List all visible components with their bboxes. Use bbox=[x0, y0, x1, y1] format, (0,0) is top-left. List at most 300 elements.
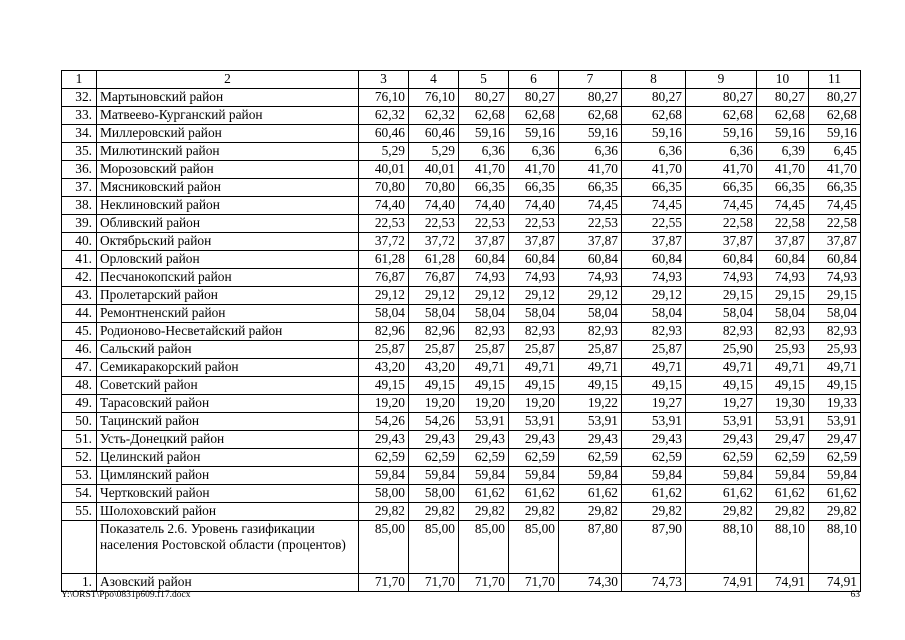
value-cell: 74,93 bbox=[809, 269, 861, 287]
table-row bbox=[62, 574, 861, 592]
district-name: Песчанокопский район bbox=[97, 269, 359, 287]
value-cell: 80,27 bbox=[622, 89, 686, 107]
value-cell: 70,80 bbox=[359, 179, 409, 197]
page-number: 63 bbox=[850, 590, 860, 600]
value-cell: 74,93 bbox=[559, 269, 622, 287]
table-row bbox=[62, 431, 861, 449]
value-cell: 6,36 bbox=[622, 143, 686, 161]
value-cell: 58,04 bbox=[757, 305, 809, 323]
value-cell: 88,10 bbox=[686, 521, 757, 574]
value-cell: 29,82 bbox=[809, 503, 861, 521]
value-cell: 82,93 bbox=[622, 323, 686, 341]
district-name: Чертковский район bbox=[97, 485, 359, 503]
district-name: Матвеево-Курганский район bbox=[97, 107, 359, 125]
value-cell: 29,12 bbox=[459, 287, 509, 305]
value-cell: 29,12 bbox=[359, 287, 409, 305]
value-cell: 58,04 bbox=[809, 305, 861, 323]
value-cell: 60,84 bbox=[686, 251, 757, 269]
table-row bbox=[62, 395, 861, 413]
value-cell: 49,71 bbox=[809, 359, 861, 377]
value-cell: 61,28 bbox=[359, 251, 409, 269]
value-cell: 61,62 bbox=[622, 485, 686, 503]
value-cell: 49,15 bbox=[559, 377, 622, 395]
row-number: 55. bbox=[62, 503, 97, 521]
value-cell: 82,96 bbox=[359, 323, 409, 341]
value-cell: 59,16 bbox=[509, 125, 559, 143]
value-cell: 74,40 bbox=[409, 197, 459, 215]
value-cell: 71,70 bbox=[409, 574, 459, 592]
value-cell: 58,04 bbox=[559, 305, 622, 323]
row-number: 40. bbox=[62, 233, 97, 251]
value-cell: 37,87 bbox=[559, 233, 622, 251]
row-number: 41. bbox=[62, 251, 97, 269]
table-row bbox=[62, 143, 861, 161]
row-number: 49. bbox=[62, 395, 97, 413]
value-cell: 29,15 bbox=[757, 287, 809, 305]
header-cell: 8 bbox=[622, 71, 686, 89]
value-cell: 61,62 bbox=[757, 485, 809, 503]
table-row bbox=[62, 251, 861, 269]
value-cell: 29,82 bbox=[559, 503, 622, 521]
value-cell: 22,55 bbox=[622, 215, 686, 233]
value-cell: 59,16 bbox=[757, 125, 809, 143]
value-cell: 22,53 bbox=[359, 215, 409, 233]
value-cell: 60,84 bbox=[757, 251, 809, 269]
value-cell: 74,73 bbox=[622, 574, 686, 592]
value-cell: 6,39 bbox=[757, 143, 809, 161]
header-cell: 4 bbox=[409, 71, 459, 89]
table-row bbox=[62, 305, 861, 323]
value-cell: 49,15 bbox=[622, 377, 686, 395]
header-cell: 9 bbox=[686, 71, 757, 89]
value-cell: 80,27 bbox=[559, 89, 622, 107]
value-cell: 22,53 bbox=[509, 215, 559, 233]
value-cell: 66,35 bbox=[809, 179, 861, 197]
value-cell: 62,59 bbox=[757, 449, 809, 467]
value-cell: 49,71 bbox=[686, 359, 757, 377]
value-cell: 62,59 bbox=[559, 449, 622, 467]
value-cell: 62,59 bbox=[622, 449, 686, 467]
value-cell: 66,35 bbox=[559, 179, 622, 197]
value-cell: 58,04 bbox=[509, 305, 559, 323]
value-cell: 71,70 bbox=[459, 574, 509, 592]
value-cell: 29,43 bbox=[459, 431, 509, 449]
value-cell: 59,16 bbox=[809, 125, 861, 143]
value-cell: 29,15 bbox=[686, 287, 757, 305]
row-number: 44. bbox=[62, 305, 97, 323]
row-number: 43. bbox=[62, 287, 97, 305]
value-cell: 82,93 bbox=[686, 323, 757, 341]
value-cell: 41,70 bbox=[459, 161, 509, 179]
district-name: Усть-Донецкий район bbox=[97, 431, 359, 449]
value-cell: 25,87 bbox=[559, 341, 622, 359]
table-row bbox=[62, 287, 861, 305]
value-cell: 22,58 bbox=[809, 215, 861, 233]
value-cell: 58,04 bbox=[686, 305, 757, 323]
value-cell: 37,87 bbox=[622, 233, 686, 251]
row-number: 32. bbox=[62, 89, 97, 107]
value-cell: 82,93 bbox=[809, 323, 861, 341]
row-number: 47. bbox=[62, 359, 97, 377]
value-cell: 5,29 bbox=[409, 143, 459, 161]
value-cell: 29,82 bbox=[757, 503, 809, 521]
value-cell: 49,15 bbox=[686, 377, 757, 395]
value-cell: 59,16 bbox=[459, 125, 509, 143]
table-row bbox=[62, 89, 861, 107]
value-cell: 25,87 bbox=[459, 341, 509, 359]
row-number: 34. bbox=[62, 125, 97, 143]
table-row bbox=[62, 503, 861, 521]
value-cell: 53,91 bbox=[686, 413, 757, 431]
value-cell: 25,87 bbox=[359, 341, 409, 359]
data-table bbox=[61, 70, 861, 592]
value-cell: 29,82 bbox=[622, 503, 686, 521]
value-cell: 29,47 bbox=[757, 431, 809, 449]
value-cell: 25,87 bbox=[409, 341, 459, 359]
value-cell: 58,04 bbox=[622, 305, 686, 323]
value-cell: 59,84 bbox=[757, 467, 809, 485]
value-cell: 29,82 bbox=[409, 503, 459, 521]
value-cell: 62,68 bbox=[622, 107, 686, 125]
district-name: Тацинский район bbox=[97, 413, 359, 431]
value-cell: 37,87 bbox=[809, 233, 861, 251]
district-name: Семикаракорский район bbox=[97, 359, 359, 377]
value-cell: 29,43 bbox=[509, 431, 559, 449]
value-cell: 29,43 bbox=[359, 431, 409, 449]
value-cell: 82,96 bbox=[409, 323, 459, 341]
value-cell: 70,80 bbox=[409, 179, 459, 197]
row-number: 33. bbox=[62, 107, 97, 125]
value-cell: 53,91 bbox=[509, 413, 559, 431]
district-name: Тарасовский район bbox=[97, 395, 359, 413]
value-cell: 71,70 bbox=[359, 574, 409, 592]
value-cell: 80,27 bbox=[459, 89, 509, 107]
header-cell: 10 bbox=[757, 71, 809, 89]
district-name: Шолоховский район bbox=[97, 503, 359, 521]
value-cell: 19,20 bbox=[509, 395, 559, 413]
value-cell: 22,58 bbox=[686, 215, 757, 233]
value-cell: 85,00 bbox=[359, 521, 409, 574]
district-name: Советский район bbox=[97, 377, 359, 395]
value-cell: 60,84 bbox=[809, 251, 861, 269]
value-cell: 5,29 bbox=[359, 143, 409, 161]
file-path: Y:\ORST\Ppo\0831p609.f17.docx bbox=[61, 590, 191, 600]
value-cell: 85,00 bbox=[509, 521, 559, 574]
value-cell: 49,15 bbox=[459, 377, 509, 395]
value-cell: 61,62 bbox=[509, 485, 559, 503]
value-cell: 40,01 bbox=[409, 161, 459, 179]
value-cell: 82,93 bbox=[559, 323, 622, 341]
row-number: 35. bbox=[62, 143, 97, 161]
value-cell: 74,91 bbox=[809, 574, 861, 592]
value-cell: 53,91 bbox=[757, 413, 809, 431]
value-cell: 74,91 bbox=[757, 574, 809, 592]
value-cell: 59,84 bbox=[459, 467, 509, 485]
value-cell: 74,45 bbox=[757, 197, 809, 215]
table-row bbox=[62, 125, 861, 143]
table-row bbox=[62, 467, 861, 485]
header-cell: 11 bbox=[809, 71, 861, 89]
value-cell: 29,43 bbox=[559, 431, 622, 449]
value-cell: 62,59 bbox=[809, 449, 861, 467]
value-cell: 62,68 bbox=[559, 107, 622, 125]
row-number: 45. bbox=[62, 323, 97, 341]
district-name: Милютинский район bbox=[97, 143, 359, 161]
value-cell: 62,32 bbox=[359, 107, 409, 125]
row-number: 50. bbox=[62, 413, 97, 431]
value-cell: 59,16 bbox=[559, 125, 622, 143]
value-cell: 49,15 bbox=[509, 377, 559, 395]
value-cell: 61,62 bbox=[686, 485, 757, 503]
value-cell: 66,35 bbox=[757, 179, 809, 197]
value-cell: 74,93 bbox=[686, 269, 757, 287]
value-cell: 19,30 bbox=[757, 395, 809, 413]
value-cell: 76,87 bbox=[359, 269, 409, 287]
value-cell: 29,12 bbox=[509, 287, 559, 305]
header-row bbox=[62, 71, 861, 89]
value-cell: 6,36 bbox=[559, 143, 622, 161]
district-name: Родионово-Несветайский район bbox=[97, 323, 359, 341]
value-cell: 74,91 bbox=[686, 574, 757, 592]
table-row bbox=[62, 215, 861, 233]
value-cell: 29,43 bbox=[686, 431, 757, 449]
value-cell: 85,00 bbox=[409, 521, 459, 574]
value-cell: 22,53 bbox=[409, 215, 459, 233]
value-cell: 58,00 bbox=[359, 485, 409, 503]
value-cell: 49,71 bbox=[757, 359, 809, 377]
district-name: Сальский район bbox=[97, 341, 359, 359]
value-cell: 66,35 bbox=[459, 179, 509, 197]
value-cell: 41,70 bbox=[559, 161, 622, 179]
header-cell: 3 bbox=[359, 71, 409, 89]
value-cell: 62,68 bbox=[686, 107, 757, 125]
header-cell: 2 bbox=[97, 71, 359, 89]
value-cell: 43,20 bbox=[409, 359, 459, 377]
header-cell: 6 bbox=[509, 71, 559, 89]
value-cell: 61,28 bbox=[409, 251, 459, 269]
district-name: Мартыновский район bbox=[97, 89, 359, 107]
table-row bbox=[62, 377, 861, 395]
district-name: Морозовский район bbox=[97, 161, 359, 179]
value-cell: 19,20 bbox=[359, 395, 409, 413]
value-cell: 59,84 bbox=[622, 467, 686, 485]
value-cell: 6,36 bbox=[459, 143, 509, 161]
value-cell: 22,58 bbox=[757, 215, 809, 233]
value-cell: 80,27 bbox=[686, 89, 757, 107]
value-cell: 74,93 bbox=[622, 269, 686, 287]
value-cell: 41,70 bbox=[686, 161, 757, 179]
row-number: 52. bbox=[62, 449, 97, 467]
value-cell: 25,87 bbox=[622, 341, 686, 359]
value-cell: 40,01 bbox=[359, 161, 409, 179]
value-cell: 53,91 bbox=[622, 413, 686, 431]
value-cell: 74,40 bbox=[509, 197, 559, 215]
value-cell: 74,93 bbox=[459, 269, 509, 287]
table-row bbox=[62, 233, 861, 251]
value-cell: 59,84 bbox=[359, 467, 409, 485]
row-number: 48. bbox=[62, 377, 97, 395]
value-cell: 37,87 bbox=[757, 233, 809, 251]
value-cell: 43,20 bbox=[359, 359, 409, 377]
table-row bbox=[62, 449, 861, 467]
value-cell: 25,90 bbox=[686, 341, 757, 359]
value-cell: 62,68 bbox=[809, 107, 861, 125]
value-cell: 6,36 bbox=[686, 143, 757, 161]
value-cell: 62,59 bbox=[359, 449, 409, 467]
value-cell: 29,82 bbox=[509, 503, 559, 521]
value-cell: 58,04 bbox=[359, 305, 409, 323]
value-cell: 37,87 bbox=[509, 233, 559, 251]
table-row bbox=[62, 197, 861, 215]
value-cell: 74,93 bbox=[509, 269, 559, 287]
value-cell: 29,43 bbox=[409, 431, 459, 449]
value-cell: 25,87 bbox=[509, 341, 559, 359]
value-cell: 54,26 bbox=[359, 413, 409, 431]
value-cell: 76,10 bbox=[409, 89, 459, 107]
value-cell: 88,10 bbox=[809, 521, 861, 574]
value-cell: 62,68 bbox=[459, 107, 509, 125]
value-cell: 66,35 bbox=[509, 179, 559, 197]
header-cell: 5 bbox=[459, 71, 509, 89]
value-cell: 61,62 bbox=[459, 485, 509, 503]
district-name: Цимлянский район bbox=[97, 467, 359, 485]
row-number: 36. bbox=[62, 161, 97, 179]
district-name: Ремонтненский район bbox=[97, 305, 359, 323]
table-row bbox=[62, 323, 861, 341]
row-number: 53. bbox=[62, 467, 97, 485]
value-cell: 19,20 bbox=[409, 395, 459, 413]
row-number: 38. bbox=[62, 197, 97, 215]
district-name: Целинский район bbox=[97, 449, 359, 467]
table-row bbox=[62, 269, 861, 287]
value-cell: 49,71 bbox=[622, 359, 686, 377]
row-number: 37. bbox=[62, 179, 97, 197]
value-cell: 29,12 bbox=[559, 287, 622, 305]
value-cell: 74,45 bbox=[809, 197, 861, 215]
row-number: 39. bbox=[62, 215, 97, 233]
value-cell: 29,82 bbox=[686, 503, 757, 521]
value-cell: 80,27 bbox=[509, 89, 559, 107]
district-name: Обливский район bbox=[97, 215, 359, 233]
value-cell: 74,45 bbox=[622, 197, 686, 215]
table-row bbox=[62, 521, 861, 574]
value-cell: 60,46 bbox=[359, 125, 409, 143]
value-cell: 49,15 bbox=[409, 377, 459, 395]
value-cell: 59,84 bbox=[559, 467, 622, 485]
row-number: 1. bbox=[62, 574, 97, 592]
value-cell: 59,84 bbox=[409, 467, 459, 485]
district-name: Неклиновский район bbox=[97, 197, 359, 215]
district-name: Показатель 2.6. Уровень газификации населения Ростовской области (процентов) bbox=[97, 521, 359, 574]
row-number bbox=[62, 521, 97, 574]
value-cell: 58,00 bbox=[409, 485, 459, 503]
value-cell: 25,93 bbox=[809, 341, 861, 359]
value-cell: 41,70 bbox=[757, 161, 809, 179]
value-cell: 6,36 bbox=[509, 143, 559, 161]
table-row bbox=[62, 107, 861, 125]
table-row bbox=[62, 485, 861, 503]
value-cell: 61,62 bbox=[559, 485, 622, 503]
value-cell: 87,90 bbox=[622, 521, 686, 574]
value-cell: 62,59 bbox=[459, 449, 509, 467]
value-cell: 37,87 bbox=[686, 233, 757, 251]
district-name: Октябрьский район bbox=[97, 233, 359, 251]
value-cell: 29,12 bbox=[409, 287, 459, 305]
value-cell: 59,16 bbox=[686, 125, 757, 143]
value-cell: 62,32 bbox=[409, 107, 459, 125]
district-name: Пролетарский район bbox=[97, 287, 359, 305]
district-name: Орловский район bbox=[97, 251, 359, 269]
value-cell: 80,27 bbox=[757, 89, 809, 107]
value-cell: 22,53 bbox=[559, 215, 622, 233]
value-cell: 25,93 bbox=[757, 341, 809, 359]
value-cell: 29,82 bbox=[459, 503, 509, 521]
table-row bbox=[62, 179, 861, 197]
row-number: 54. bbox=[62, 485, 97, 503]
value-cell: 29,82 bbox=[359, 503, 409, 521]
value-cell: 58,04 bbox=[459, 305, 509, 323]
value-cell: 87,80 bbox=[559, 521, 622, 574]
value-cell: 76,87 bbox=[409, 269, 459, 287]
value-cell: 80,27 bbox=[809, 89, 861, 107]
district-name: Азовский район bbox=[97, 574, 359, 592]
value-cell: 19,27 bbox=[622, 395, 686, 413]
value-cell: 60,84 bbox=[509, 251, 559, 269]
row-number: 46. bbox=[62, 341, 97, 359]
value-cell: 82,93 bbox=[459, 323, 509, 341]
value-cell: 74,40 bbox=[359, 197, 409, 215]
table-row bbox=[62, 341, 861, 359]
value-cell: 74,40 bbox=[459, 197, 509, 215]
table-row bbox=[62, 359, 861, 377]
value-cell: 74,45 bbox=[559, 197, 622, 215]
value-cell: 60,84 bbox=[459, 251, 509, 269]
value-cell: 66,35 bbox=[622, 179, 686, 197]
value-cell: 29,12 bbox=[622, 287, 686, 305]
value-cell: 58,04 bbox=[409, 305, 459, 323]
district-name: Мясниковский район bbox=[97, 179, 359, 197]
value-cell: 53,91 bbox=[459, 413, 509, 431]
value-cell: 62,59 bbox=[509, 449, 559, 467]
value-cell: 60,46 bbox=[409, 125, 459, 143]
value-cell: 49,71 bbox=[459, 359, 509, 377]
district-name: Миллеровский район bbox=[97, 125, 359, 143]
value-cell: 59,84 bbox=[686, 467, 757, 485]
header-cell: 7 bbox=[559, 71, 622, 89]
value-cell: 59,84 bbox=[809, 467, 861, 485]
value-cell: 76,10 bbox=[359, 89, 409, 107]
value-cell: 85,00 bbox=[459, 521, 509, 574]
table-row bbox=[62, 161, 861, 179]
value-cell: 59,84 bbox=[509, 467, 559, 485]
value-cell: 37,72 bbox=[409, 233, 459, 251]
value-cell: 62,59 bbox=[409, 449, 459, 467]
value-cell: 53,91 bbox=[809, 413, 861, 431]
value-cell: 22,53 bbox=[459, 215, 509, 233]
value-cell: 62,68 bbox=[509, 107, 559, 125]
row-number: 42. bbox=[62, 269, 97, 287]
value-cell: 59,16 bbox=[622, 125, 686, 143]
value-cell: 74,93 bbox=[757, 269, 809, 287]
row-number: 51. bbox=[62, 431, 97, 449]
value-cell: 60,84 bbox=[622, 251, 686, 269]
value-cell: 19,33 bbox=[809, 395, 861, 413]
value-cell: 49,15 bbox=[757, 377, 809, 395]
value-cell: 37,72 bbox=[359, 233, 409, 251]
value-cell: 37,87 bbox=[459, 233, 509, 251]
value-cell: 19,22 bbox=[559, 395, 622, 413]
value-cell: 62,59 bbox=[686, 449, 757, 467]
